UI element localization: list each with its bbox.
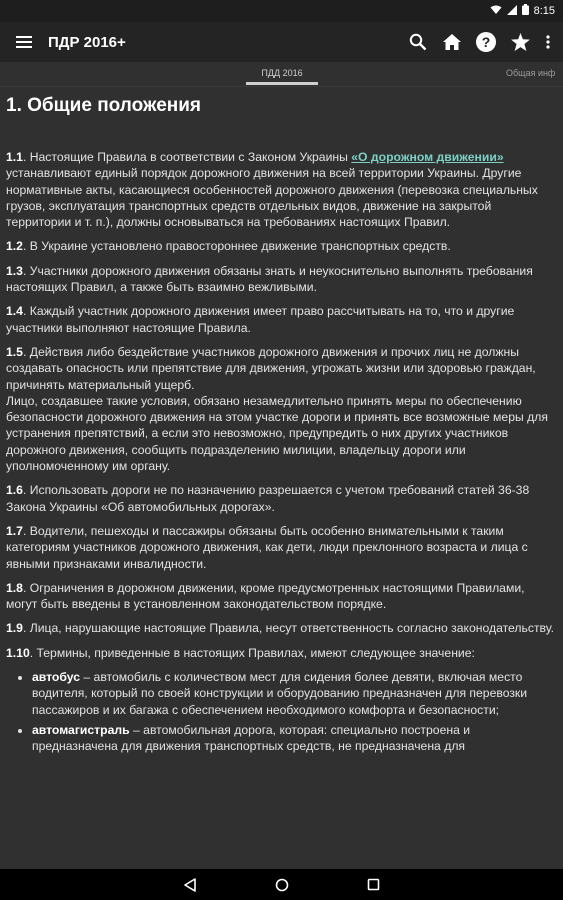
back-icon[interactable] [179, 874, 201, 896]
wifi-icon [490, 5, 502, 18]
law-link[interactable]: «О дорожном движении» [351, 150, 504, 164]
paragraph-1-3: 1.3. Участники дорожного движения обязаны знать и неукоснительно выполнять требования настоящих Правил, а также быть взаимно вежливыми. [6, 263, 533, 295]
paragraph-1-2: 1.2. В Украине установлено правостороннее движение транспортных средств. [6, 239, 451, 254]
paragraph-1-6: 1.6. Использовать дороги не по назначению разрешается с учетом требований статей 36-38 Закона Украины «Об автомобильных дорогах». [6, 483, 530, 514]
status-bar [0, 0, 563, 22]
home-icon[interactable] [435, 22, 469, 62]
signal-icon [507, 5, 517, 18]
paragraph-1-4: 1.4. Каждый участник дорожного движения имеет право рассчитывать на то, что и другие участники выполняют настоящие Правила. [6, 304, 515, 335]
definitions-list [6, 669, 557, 754]
home-circle-icon[interactable] [271, 874, 293, 896]
app-toolbar [0, 22, 563, 62]
tab-strip [0, 62, 563, 87]
status-time: 8:15 [533, 5, 555, 17]
menu-icon[interactable] [0, 22, 48, 62]
system-nav-bar [0, 869, 563, 900]
help-icon[interactable] [469, 22, 503, 62]
svg-text:?: ? [481, 34, 491, 50]
paragraph-1-10: 1.10. Термины, приведенные в настоящих Правилах, имеют следующее значение: [6, 645, 475, 660]
tab-indicator [246, 82, 318, 85]
paragraph-1-7: 1.7. Водители, пешеходы и пассажиры обязаны быть особенно внимательными к таким категориям участников дорожного движения, как дети, люди преклонного возраста и лица с явными признаками инвалидности. [6, 523, 528, 571]
list-item: • автомагистраль – автомобильная дорога, которая: специально построена и предназначена для движения транспортных средств, не предназначена для [32, 722, 557, 755]
recents-icon[interactable] [363, 874, 385, 896]
battery-icon [522, 4, 529, 18]
list-item: • автобус – автомобиль с количеством мест для сидения более девяти, включая место водителя, который по своей конструкции и оборудованию предназначен для перевозки пассажиров и их багажа с обеспечением необходимого комфорта и безопасности; [32, 669, 557, 718]
paragraph-1-8: 1.8. Ограничения в дорожном движении, кроме предусмотренных настоящими Правилами, могут быть введены в установленном законодательством порядке. [6, 580, 525, 612]
search-icon[interactable] [401, 22, 435, 62]
paragraph-1-9: 1.9. Лица, нарушающие настоящие Правила, несут ответственность согласно законодательству. [6, 621, 554, 636]
app-title: ПДР 2016+ [48, 33, 126, 51]
tab-pdd-2016[interactable]: ПДД 2016 [261, 68, 303, 78]
paragraph-1-1: 1.1. Настоящие Правила в соответствии с Законом Украины «О дорожном движении» устанавливают единый порядок дорожного движения на всей территории Украины. Другие нормативные акты, касающиеся особенностей дорожного движения (перевозка специальных грузов, эксплуатация транспортных средств отдельных видов, движение на закрытой территории и т. п.), должны основываться на требованиях настоящих Правил. [6, 150, 538, 230]
paragraph-1-5: 1.5. Действия либо бездействие участников дорожного движения и прочих лиц не должны создавать опасность или препятствие для движения, угрожать жизни или здоровью граждан, причинять материальный ущерб. Лицо, создавшее такие условия, обязано незамедлительно принять меры по обеспечению безопасности дорожного движения на этом участке дороги и принять все возможные меры для устранения препятствий, а если это невозможно, предупредить о них других участников дорожного движения, сообщить подразделению милиции, владельцу дороги или уполномоченному им органу. [6, 344, 548, 474]
document-content[interactable] [0, 87, 563, 869]
tab-general-info[interactable]: Общая инф [506, 68, 556, 78]
star-icon[interactable] [503, 22, 537, 62]
section-title: 1. Общие положения [6, 95, 202, 116]
more-vert-icon[interactable] [537, 22, 559, 62]
